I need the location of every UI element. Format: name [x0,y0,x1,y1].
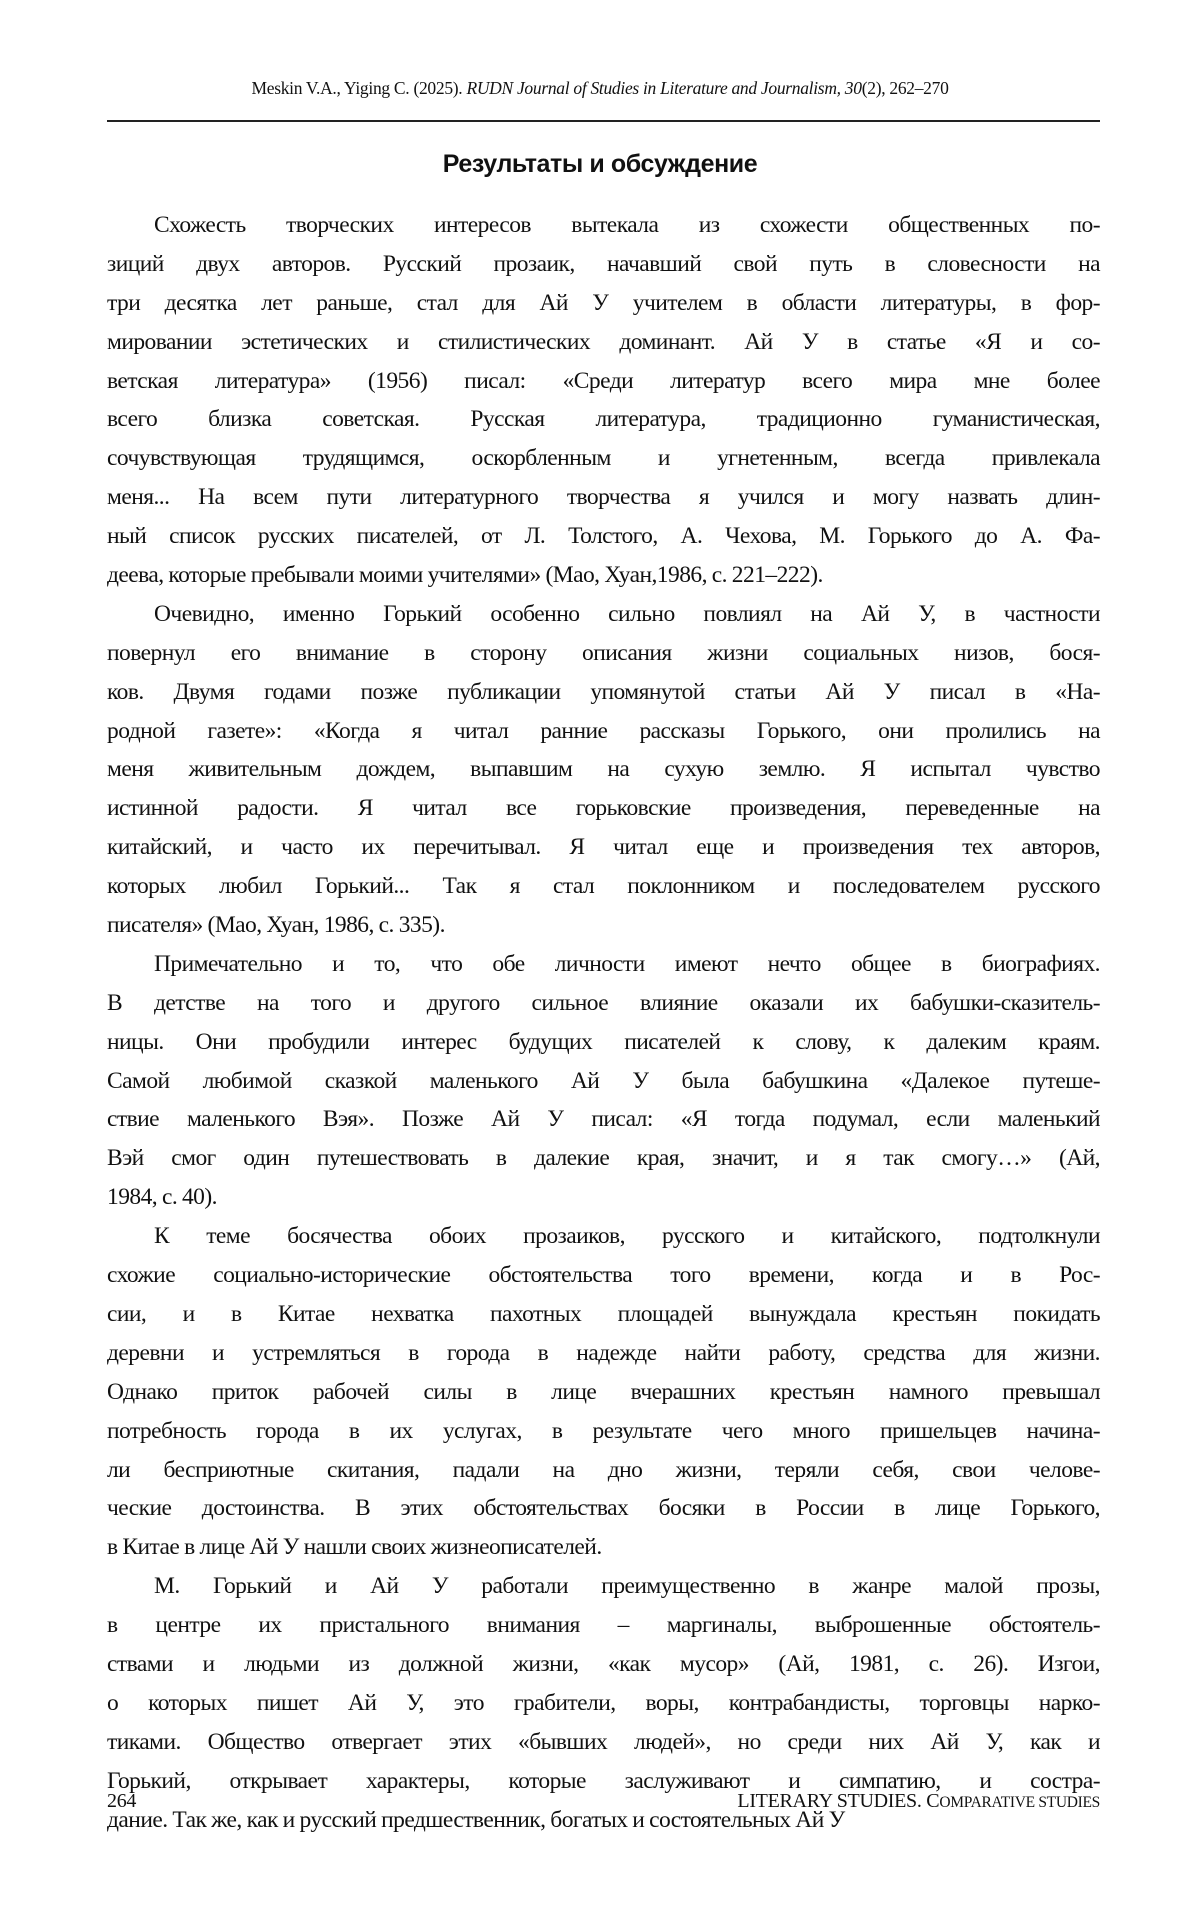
text-line: ствами и людьми из должной жизни, «как мусор» (Ай, 1981, с. 26). Изгои, [107,1645,1100,1684]
body-text [107,206,1100,1839]
text-line: истинной радости. Я читал все горьковские произведения, переведенные на [107,789,1100,828]
paragraph [107,206,1100,595]
text-line: меня живительным дождем, выпавшим на сухую землю. Я испытал чувство [107,750,1100,789]
text-line: ческие достоинства. В этих обстоятельствах босяки в России в лице Горького, [107,1489,1100,1528]
text-line: Примечательно и то, что обе личности имеют нечто общее в биографиях. [107,945,1100,984]
text-line: родной газете»: «Когда я читал ранние рассказы Горького, они пролились на [107,712,1100,751]
text-line: Вэй смог один путешествовать в далекие края, значит, и я так смогу…» (Ай, [107,1139,1100,1178]
text-line: Горький, открывает характеры, которые заслуживают и симпатию, и состра- [107,1762,1100,1801]
footer-section-title [737,1790,1100,1813]
footer-section-smallcaps: OMPARATIVE STUDIES [939,1794,1100,1811]
text-line: Схожесть творческих интересов вытекала из схожести общественных по- [107,206,1100,245]
text-line: ницы. Они пробудили интерес будущих писателей к слову, к далеким краям. [107,1023,1100,1062]
text-line: писателя» (Мао, Хуан, 1986, с. 335). [107,906,1100,945]
text-line: Самой любимой сказкой маленького Ай У была бабушкина «Далекое путеше- [107,1062,1100,1101]
text-line: М. Горький и Ай У работали преимущественно в жанре малой прозы, [107,1567,1100,1606]
text-line: 1984, с. 40). [107,1178,1100,1217]
paragraph [107,945,1100,1217]
text-line: повернул его внимание в сторону описания жизни социальных низов, бося- [107,634,1100,673]
paragraph [107,1217,1100,1567]
text-line: мировании эстетических и стилистических доминант. Ай У в статье «Я и со- [107,323,1100,362]
text-line: ветская литература» (1956) писал: «Среди литератур всего мира мне более [107,362,1100,401]
citation-issue-pages: (2), 262–270 [862,78,949,98]
text-line: меня... На всем пути литературного творчества я учился и могу назвать длин- [107,478,1100,517]
text-line: Однако приток рабочей силы в лице вчерашних крестьян намного превышал [107,1373,1100,1412]
text-line: сии, и в Китае нехватка пахотных площадей вынуждала крестьян покидать [107,1295,1100,1334]
page-number: 264 [107,1790,136,1813]
text-line: дание. Так же, как и русский предшественник, богатых и состоятельных Ай У [107,1801,1100,1840]
text-line: которых любил Горький... Так я стал поклонником и последователем русского [107,867,1100,906]
footer-section-main: LITERARY STUDIES. C [737,1790,939,1812]
running-head-citation [0,78,1200,99]
text-line: зиций двух авторов. Русский прозаик, начавший свой путь в словесности на [107,245,1100,284]
text-line: о которых пишет Ай У, это грабители, воры, контрабандисты, торговцы нарко- [107,1684,1100,1723]
paragraph [107,595,1100,945]
text-line: деева, которые пребывали моими учителями» (Мао, Хуан,1986, с. 221–222). [107,556,1100,595]
text-line: ствие маленького Вэя». Позже Ай У писал: «Я тогда подумал, если маленький [107,1100,1100,1139]
text-line: К теме босячества обоих прозаиков, русского и китайского, подтолкнули [107,1217,1100,1256]
citation-journal: RUDN Journal of Studies in Literature and Journalism, 30 [466,78,861,98]
header-rule [107,120,1100,122]
citation-authors: Meskin V.A., Yiging C. (2025). [251,78,466,98]
text-line: в центре их пристального внимания – маргиналы, выброшенные обстоятель- [107,1606,1100,1645]
text-line: сочувствующая трудящимся, оскорбленным и угнетенным, всегда привлекала [107,439,1100,478]
text-line: ков. Двумя годами позже публикации упомянутой статьи Ай У писал в «На- [107,673,1100,712]
text-line: Очевидно, именно Горький особенно сильно повлиял на Ай У, в частности [107,595,1100,634]
text-line: тиками. Общество отвергает этих «бывших людей», но среди них Ай У, как и [107,1723,1100,1762]
text-line: потребность города в их услугах, в результате чего много пришельцев начина- [107,1412,1100,1451]
text-line: ли бесприютные скитания, падали на дно жизни, теряли себя, свои челове- [107,1451,1100,1490]
text-line: деревни и устремляться в города в надежде найти работу, средства для жизни. [107,1334,1100,1373]
text-line: три десятка лет раньше, стал для Ай У учителем в области литературы, в фор- [107,284,1100,323]
text-line: китайский, и часто их перечитывал. Я читал еще и произведения тех авторов, [107,828,1100,867]
text-line: ный список русских писателей, от Л. Толстого, А. Чехова, М. Горького до А. Фа- [107,517,1100,556]
section-title: Результаты и обсуждение [0,150,1200,179]
text-line: схожие социально-исторические обстоятельства того времени, когда и в Рос- [107,1256,1100,1295]
text-line: в Китае в лице Ай У нашли своих жизнеописателей. [107,1528,1100,1567]
text-line: В детстве на того и другого сильное влияние оказали их бабушки-сказитель- [107,984,1100,1023]
text-line: всего близка советская. Русская литература, традиционно гуманистическая, [107,400,1100,439]
